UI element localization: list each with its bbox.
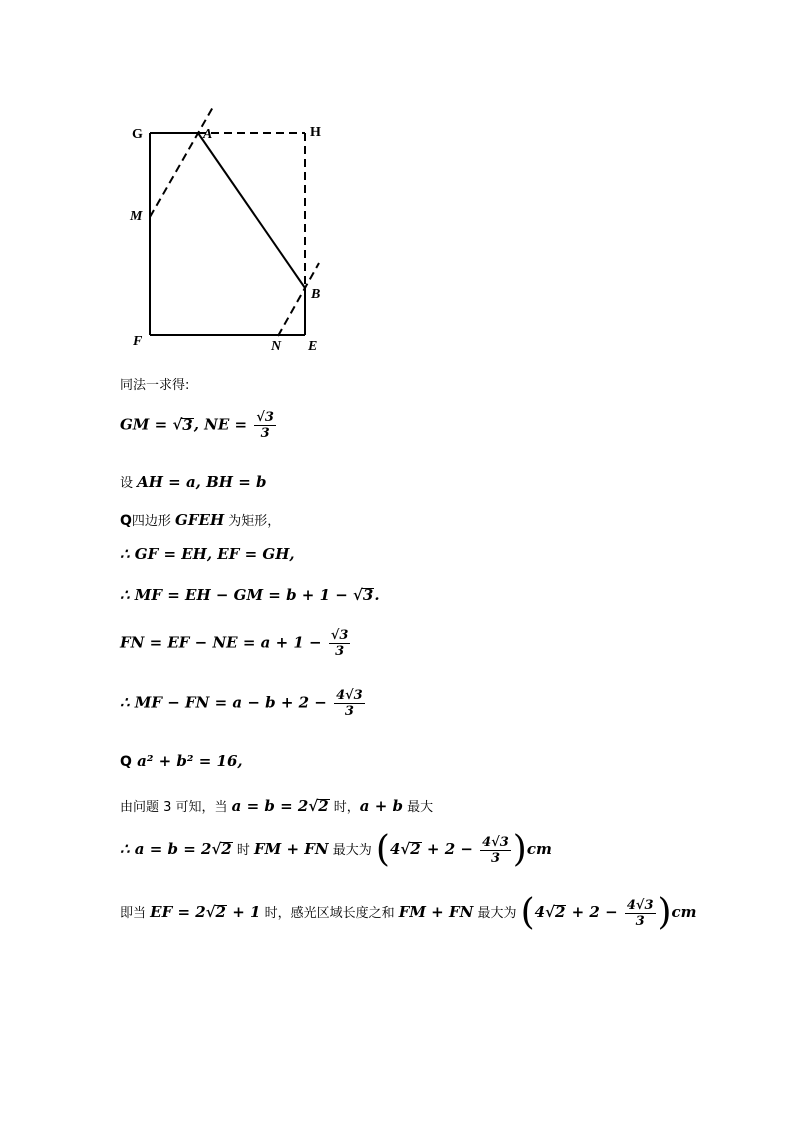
math-sqrt: 3 <box>182 415 193 434</box>
math-mf: ∴ MF = EH − GM = b + 1 − <box>120 586 354 604</box>
math-equalities: ∴ GF = EH, EF = GH, <box>120 545 295 563</box>
label-E: E <box>308 339 318 354</box>
math-sum-squares: a² + b² = 16, <box>131 752 243 770</box>
text-line-10: 由问题 3 可知，当 a = b = 2√2 时，a + b 最大 <box>120 797 434 815</box>
from-q3-text: 由问题 3 可知，当 <box>120 800 232 815</box>
unit-cm: cm <box>526 840 552 858</box>
let-text: 设 <box>120 476 138 491</box>
text-line-4 <box>120 510 280 529</box>
text-line-8 <box>120 688 367 719</box>
fraction: $\frac{4√3}{3}$ <box>482 834 509 866</box>
math-gm: GM = <box>120 415 173 434</box>
rect-text: 为矩形， <box>224 514 281 529</box>
math-fn: FN = EF − NE = a + 1 − <box>120 633 327 652</box>
unit-cm: cm <box>671 903 697 921</box>
method-note: 同法一求得: <box>120 378 190 393</box>
fraction: $\frac{√3}{3}$ <box>256 410 274 441</box>
label-F: F <box>133 334 143 349</box>
text-line-3 <box>120 472 266 491</box>
label-H: H <box>310 125 321 140</box>
because-symbol: Q <box>120 513 132 529</box>
fraction: $\frac{4√3}{3}$ <box>626 897 654 929</box>
text-line-11: ∴ a = b = 2√2 时 FM + FN 最大为 (4√2 + 2 − $\frac{4√3}{3}$ )cm <box>120 829 552 870</box>
math-mf-fn: ∴ MF − FN = a − b + 2 − <box>120 693 333 712</box>
text-line-12: 即当 EF = 2√2 + 1 时，感光区域长度之和 FM + FN 最大为 (4√2 + 2 − $\frac{4√3}{3}$ )cm <box>120 892 697 933</box>
text-line-1 <box>120 374 189 393</box>
quad-text: 四边形 <box>131 514 176 529</box>
math-ah-bh: AH = a, BH = b <box>137 473 267 491</box>
fraction: $\frac{√3}{3}$ <box>330 628 349 659</box>
label-B: B <box>311 287 321 302</box>
label-A: A <box>203 127 213 142</box>
geometry-figure <box>125 100 335 355</box>
label-G: G <box>132 127 143 142</box>
math-sqrt: 3 <box>362 586 374 604</box>
text-line-7 <box>120 628 352 659</box>
because-symbol: Q <box>120 754 132 770</box>
text-line-6: ∴ MF = EH − GM = b + 1 − √3. <box>120 586 380 604</box>
text-line-9 <box>120 752 243 770</box>
fraction: $\frac{4√3}{3}$ <box>336 688 363 719</box>
math-gfeh: GFEH <box>175 511 225 529</box>
label-M: M <box>130 209 143 224</box>
label-N: N <box>271 339 282 354</box>
text-line-2: GM = √3, NE = $\frac{√3}{3}$ <box>120 410 274 441</box>
segment-AB <box>198 133 305 288</box>
dashed-MA-ext <box>150 107 213 217</box>
math-ne: , NE = <box>193 415 253 434</box>
text-line-5 <box>120 545 295 563</box>
